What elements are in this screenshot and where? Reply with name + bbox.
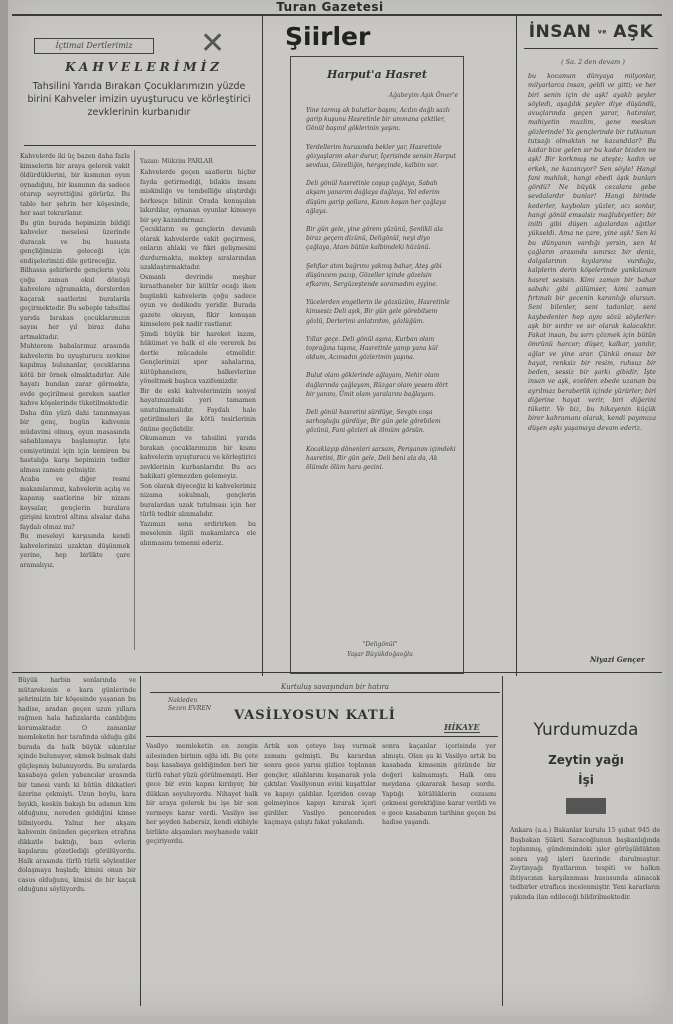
paragraph: Son olarak diyeceğiz ki kahvelerimiz nizama sokulmalı, gençlerin buralardan uzak tutulması için her türlü tedbir alınmalıdır.: [140, 482, 256, 518]
paragraph: Bu meseleyi karşısında kendi kahvelerimizi uzaktan düşünmek yerine, hep birlikte çare aramalıyız.: [20, 533, 130, 569]
insan-ask-author: Niyazi Gençer: [590, 655, 645, 664]
insan-ask-heading: [524, 22, 658, 42]
yurdumuzda-subheading-line2: İşi: [578, 773, 594, 787]
poem-dedication: Ağabeyim Aşık Ömer'e: [388, 92, 458, 99]
insan-ask-heading-right: AŞK: [613, 22, 654, 42]
lower-rule-2: [502, 676, 503, 1006]
paragraph: Yazımızı sona erdirirken bu meselenin ilgili makamlarca ele alınmasını temenni ederiz.: [140, 520, 256, 547]
poem-stanza: Yıllar geçe. Deli gönül aşına, Kurban olam toprağına taşına, Hasretinle yanıp yana kül oldum, Acımadın gözlerimin yaşına.: [306, 335, 438, 362]
poem-stanza: Kocaklayıp dönenleri sarsam, Perişanım içimdeki hasretini, Bir gün gele, Deli beni ala da, Ak ölümde ölüm hara gecini.: [306, 445, 456, 472]
yurdumuzda-subheading: [506, 750, 666, 790]
yurdumuzda-subheading-line1: Zeytin yağı: [548, 753, 624, 767]
poem-stanza: Bir gün gele, yine görem yüzünü, Şenlikli ala biraz geçem dizünü, Deligönül, neyi diyo çağlaya, Atam bütün kalbimdeki hüzünü.: [306, 226, 443, 252]
poem-stanza: Şehfiar atım bağrımı yakmış bahar, Ateş gibi düşüncem pazıp, Gözeller içinde gözelsin efkarım, Sergüzeştende soramadım eyyine.: [306, 262, 442, 289]
paragraph: Osmanlı devrinde meşhur kıraathaneler bir kültür ocağı iken bugünkü kahvelerin çoğu sadece oyun ve dedikodu yeridir. Burada gazete okuyan, fikir konuşan kimselere pek nadir rastlanır.: [140, 273, 256, 328]
kurtulus-line: Kurtuluş savaşından bir hatıra: [281, 683, 389, 691]
paragraph: Bir de eski kahvelerimizin sosyal hayatımızdaki yeri tamamen unutulmamalıdır. Faydalı hale getirilmeleri ile kötü tesirlerinin önüne geçilebilir.: [140, 387, 256, 433]
poem-stanza: Yerdellerim hurasında bekler yar, Hasretinle gözyaşlarım akar durur, İçerisinde sensin Harput sevdası, Gözelliğin, hergeçinde, kalbim var.: [306, 143, 456, 170]
story-rule: [146, 736, 498, 737]
poem-stanza: Deli gönül hasretinle coşup çağlaya, Sabah akşam yanarım dağlaya dağlaya, Yel ederim düşüm garip gollara, Kanın koşan her çağlaya ağlaya.: [306, 180, 447, 215]
story-tag: HİKAYE: [444, 722, 480, 732]
paragraph: Kahvelerde iki üç bazen daha fazla kimselerin bir araya gelerek vakit öldürdüklerini, bir kısmının oyun oynadığını, bir kısmının da sadece oturup seyrettiğini görürüz. Bu tablo her şehrin her köşesinde, her saat tekrarlanır.: [20, 153, 130, 217]
paragraph: Okumamızı ve tahsilini yarıda bırakan çocuklarımızın bir kısmı kahvelerin uyuşturucu ve körleştirici zevklerinin kurbanlarıdır. Bu acı hakikati görmezden gelemeyiz.: [140, 435, 256, 480]
ink-smudge: [566, 798, 606, 814]
section1-column-a: [20, 152, 130, 652]
story-narrator: [168, 697, 211, 713]
yurdumuzda-heading: Yurdumuzda: [533, 720, 639, 740]
column-rule-2: [516, 16, 517, 676]
story-narrator-label: Nakleden: [168, 697, 198, 704]
page-edge: [0, 0, 8, 1024]
paragraph: Daha dün yüzü dahi tanınmayan bir genç, bugün kahvenin müdavimi olmuş, oyun masasında sabahlamaya başlamıştır. İşte cemiyetimizi için için kemiren bu hastalığa karşı hepimizin tedbir alması zamanı gelmiştir.: [20, 409, 130, 474]
section1-inner-rule: [134, 150, 135, 650]
insan-ask-continued: ( Sa. 2 den devam ): [561, 58, 625, 66]
masthead-rule: [12, 14, 662, 16]
poem-stanza: Yine tarmış ak bulutlar başını, Acılın dağlı sazlı garip kuşunu Hasretinle bir ummana çektiler, Gönül başınıl göklerinin yaşını.: [306, 107, 450, 133]
poem-body: [306, 106, 456, 634]
paragraph: Muhterem babalarımız arasında kahvelerin bu uyuşturucu zevkine kapılmış bulunanlar, çocuklarına kötü bir örnek olmaktadırlar. Aile hayatı bundan zarar görmekte, evde geçirilmesi gereken saatler kahve köşelerinde tüketilmektedir.: [20, 343, 130, 407]
section1-title: KAHVELERİMİZ: [65, 60, 223, 74]
column-rule-1: [262, 16, 263, 676]
poem-stanza: Deli gönül hasretini sürdüye, Sevgin coşa sarhoşluğu gürdüye, Bir gün gele görebilem gözünü, Fani gözleri ak ölmüm görsün.: [306, 409, 441, 435]
section1-author: Yazan: Mükrim PARLAR: [140, 158, 213, 165]
kurtulus-rule: [150, 692, 500, 693]
paragraph: Çocukların ve gençlerin devamlı olarak kahvelerde vakit geçirmesi, onların ahlaki ve fikri gelişmesini durdurmakta, mektep sıralarından uzaklaştırmaktadır.: [140, 226, 256, 271]
paragraph: Bilhassa şehirlerde gençlerin yolu çoğu zaman okul dönüşü kahvelere uğramakta, derslerden kaçarak saatlerini buralarda geçirmektedir. Bu sebeple tahsilini yarıda bırakan çocuklarımızın sayısı her yıl biraz daha artmaktadır.: [20, 267, 130, 341]
story-narrator-name: Sezen EVREN: [168, 705, 212, 712]
poem-signature: [300, 640, 460, 660]
poem-title: Harput'a Hasret: [327, 68, 427, 81]
lower-rule-1: [140, 676, 141, 1006]
paragraph: Acaba ve diğer resmi makamlarımız, kahvelerin açılış ve kapanış saatlerine bir nizam koysalar, gençlerin buralara girişini kontrol altına alsalar daha faydalı olmaz mı?: [20, 476, 130, 531]
yurdumuzda-body: Ankara (a.a.) Bakanlar kurulu 15 şubat 945 de Başbakan Şükrü Saracoğlunun başkanlığında toplanmış, gündemindeki işler görüşüldükten sonra yağ işleri üzerinde durulmuştur. Zeytinyağı fiyatlarının tespiti ve halkın ihtiyacının karşılanması hususunda alınacak tedbirler etraflıca incelenmiştir. Yeni kararların yakında ilan edileceği bildirilmektedir.: [510, 827, 660, 901]
poem-signature-name: Yaşar Büyükdoğaoğlu: [347, 651, 413, 658]
story-column-1: Vasilyo memleketin en zengin ailesinden birinin oğlu idi. Bu çete başı kasabaya geldiğinden beri bir türlü rahat yüzü görülmemişti. Her gece bir evin kapısı kırılıyor, bir dükkan soyuluyordu. Nihayet halk bir araya gelerek bu işe bir son vermeye karar verdi. Vasilyo ise her şeyden habersiz, kendi ekibiyle birlikte akşamları meyhanede vakit geçiriyordu.: [146, 743, 258, 845]
story-column-2: Artık son çeteye baş vurmak zamanı gelmişti. Bu karardan sonra gece yarısı gizlice toplanan gençler, silahlarını kuşanarak yola çıktılar. Vasilyonun evini kuşattılar ve kapıyı çaldılar. İçeriden cevap gelmeyince kapıyı kırarak içeri girdiler. Vasilyo pencereden kaçmaya çalıştı fakat yakalandı.: [264, 743, 376, 826]
story-title: VASİLYOSUN KATLİ: [234, 708, 396, 723]
section1-sub-rule: [24, 145, 256, 146]
section1-column-b: [140, 168, 256, 650]
insan-ask-body: bu kocaman dünyaya milyonlar, milyarlarca insan, geldi ve gitti; ve her biri senin için de aşk! ayaklı şeyler söyledi, aşağılık şeyler diye düşündü, avuçlarında geçen yarar, hatıralar, mahiyetin muzlim, gene meskun gözlerinde! Ya gençlerinde bir tutkunun tutsağı olmaktan ne kazandılar? Bu kadar bize gelen sır bu kadar bizden ne aşk! Bir korkmuş ne ateşte; kadın ve erkek, ne kazanıyor? Sen söyle! Hangi fani mahluk, hangi ebedi âşık bunları gördü? Ne büyük cezalara gebe sevdalardır bunlar! Hangi birinde kederler, kaybolan yüzler, acı sonlar, hangi gönül emsalsiz mağlubiyetler; bir inilti gibi düşen ağızlardan ağıtlar yükseldi. Ama ne çare, yine aşk! Sen ki bu dünyanın vardığı yersin, sen ki çağların arasında sınırsız bir deniz, dalgalarının kıyılarına vurduğu, kalplerin derin köşelerinde yankılanan hasret sesisin. Kimi zaman bir bahar sabahı gibi gülümser, kimi zaman fırtınalı bir gecenin karanlığı olursun. Seni bilenler, seni tadanlar, seni kaybedenler hep aynı sözü söylerler: aşk bir sırdır ve sır olarak kalacaktır. Fakat insan, bu sırrı çözmek için bütün ömrünü harcar; düşer, kalkar, yanılır, ağlar ve yine arar. Çünkü onsuz bir hayat, renksiz bir resim, ruhsuz bir beden, sessiz bir şarkı gibidir. İşte insan ve aşk, ezelden ebede uzanan bu ayrılmaz beraberlik içinde yürürler; biri diğerine hayat verir, biri diğerini tüketir. Ve biz, bu hikayenin küçük birer kahramanı olarak, kendi payımıza düşen aşkı yaşamaya devam ederiz.: [528, 73, 656, 432]
cross-mark-icon: ✕: [200, 26, 226, 61]
story-column-3: sonra kaçanlar içerisinde yer almıştı. Olan şu ki Vasilyo artık bu kasabada kimsenin gözünde bir değeri kalmamıştı. Halk onu meydana çıkararak hesap sordu. Yaptığı kötülüklerin cezasını çekmesi gerektiğine karar verildi ve o gece kasabanın tarihine geçen bu hadise yaşandı.: [382, 743, 496, 826]
section1-kicker: İçtimai Dertlerimiz: [34, 38, 154, 54]
paragraph: Şimdi büyük bir hareket lazım, hükümet ve halk el ele vererek bu dertle mücadele etmelidir. Gençlerimizi spor sahalarına, kütüphanelere, halkevlerine yöneltmek başlıca vazifemizdir.: [140, 330, 256, 385]
lower-left-column: Büyük harbin sonlarında ve mütarekenin o kara günlerinde şehrimizin bir köşesinde yaşanan bu hadise, aradan geçen uzun yıllara rağmen hala hafızalarda canlılığını korumaktadır. O zamanlar memleketin her tarafında olduğu gibi burada da halk büyük sıkıntılar içinde bulunuyor, ekmek bulmak dahi güçleşmiş bulunuyordu. Bu sıralarda kasabaya gelen yabancılar arasında bir tanesi vardı ki bütün dikkatleri üzerine çekmişti. Uzun boylu, kara bıyıklı, keskin bakışlı bu adamın kim olduğunu, nereden geldiğini kimse bilmiyordu. Yalnız her akşam kahvenin önünden geçerken etrafına dikkatle baktığı, bazı evlerin kapılarını gözetlediği görülüyordu. Halk arasında türlü türlü söylentiler dolaşmaya başladı; kimisi onun bir casus olduğunu, kimisi de bir kaçak olduğunu söylüyordu.: [18, 677, 136, 893]
paragraph: Kahvelerde geçen saatlerin hiçbir fayda getirmediği, bilakis insanı miskinliğe ve tembelliğe alıştırdığı herkesçe bilinir. Orada konuşulan lakırdılar, oynanan oyunlar kimseye bir şey kazandırmaz.: [140, 169, 256, 224]
insan-ask-heading-left: İNSAN: [528, 22, 592, 42]
poem-signature-pen-name: "Deligönül": [362, 641, 398, 648]
masthead: Turan Gazetesi: [276, 0, 384, 14]
section1-subtitle: Tahsilini Yarıda Bırakan Çocuklarımızın yüzde birini Kahveler imizin uyuşturucu ve körleştirici zevklerinin kurbanıdır: [27, 81, 251, 118]
insan-ask-heading-mid: ve: [597, 28, 607, 36]
poem-stanza: Yücelerden engellerin ile gözsüzüm, Hasretinle kimsesiz Deli aşık, Bir gün gele görebilsem gözlü, Derlerimi anlatırdım, gözlüğüm.: [306, 299, 450, 325]
insan-ask-rule: [524, 48, 658, 49]
poem-section-heading: Şiirler: [285, 22, 371, 51]
poem-stanza: Bulut olam göklerinde ağlayam, Nehir olam dağlarında çağlayam, Rüzgar olam yesem dört bir yanını, Ümit olam yaralarını bağlayam.: [306, 372, 448, 398]
paragraph: Bu gün burada hepimizin bildiği kahveler meselesi üzerinde duracak ve bu hususta gençliğimizin geleceği için endişelerimizi dile getireceğiz.: [20, 219, 130, 265]
